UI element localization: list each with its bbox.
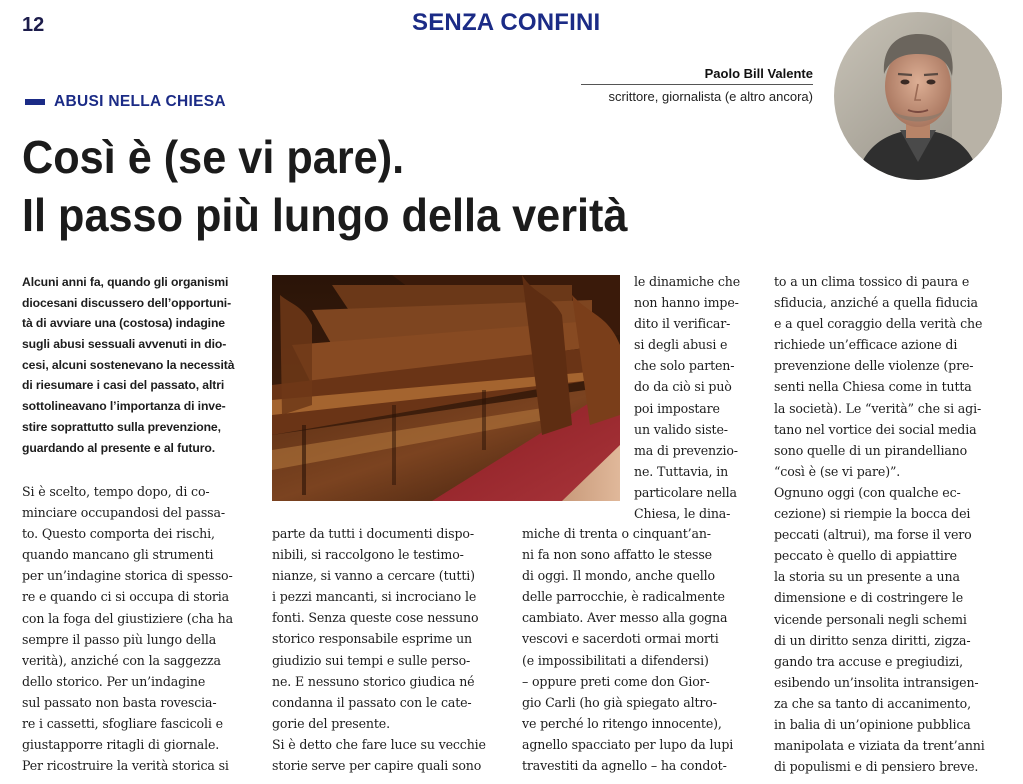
text-line: di populismi e di pensiero breve. <box>774 759 979 775</box>
text-line: condanna il passato con le cate- <box>272 694 472 710</box>
text-line: parte da tutti i documenti dispo- <box>272 526 474 541</box>
text-line: cesi, alcuni sostenevano la necessità <box>22 357 235 372</box>
category-bar <box>25 99 45 105</box>
text-line: per un’indagine storica di spesso- <box>22 568 233 584</box>
lead-paragraph <box>22 272 248 458</box>
text-line: travestiti da agnello – ha condot- <box>522 758 727 774</box>
text-line: Si è detto che fare luce su vecchie <box>272 736 486 752</box>
text-line: vicende personali negli schemi <box>774 611 967 627</box>
text-line: Si è scelto, tempo dopo, di co- <box>22 484 210 499</box>
text-line: storie serve per capire quali sono <box>272 758 482 774</box>
body-column-2 <box>272 523 502 776</box>
text-line: ne. E nessuno storico giudica né <box>272 673 475 689</box>
page-number: 12 <box>22 14 45 36</box>
text-line: giudizio sui tempi e sulle perso- <box>272 652 471 668</box>
text-line: manipolata e viziata da trent’anni <box>774 738 985 754</box>
text-line: Per ricostruire la verità storica si <box>22 758 229 774</box>
text-line: “così è (se vi pare)”. <box>774 463 901 479</box>
text-line: gio Carli (ho già spiegato altro- <box>522 694 717 710</box>
text-line: tà di avviare una (costosa) indagine <box>22 316 225 331</box>
text-line: di riesumare i casi del passato, altri <box>22 378 225 393</box>
text-line: sfiducia, anziché a quella fiducia <box>774 295 978 311</box>
text-line: Chiesa, le dina- <box>634 506 731 522</box>
text-line: sottolineavano l’importanza di inve- <box>22 399 226 414</box>
text-line: tano nel vortice dei social media <box>774 421 977 437</box>
text-line: le dinamiche che <box>634 274 740 289</box>
text-line: diocesani discussero dell’opportuni- <box>22 295 232 310</box>
text-line: giustapporre ritagli di giornale. <box>22 737 220 753</box>
text-line: re i cassetti, sfogliare fascicoli e <box>22 716 223 732</box>
text-line: si degli abusi e <box>634 337 728 353</box>
text-line: senti nella Chiesa come in tutta <box>774 379 972 395</box>
text-line: non hanno impe- <box>634 295 739 311</box>
category-text: ABUSI NELLA CHIESA <box>54 93 226 110</box>
text-line: richiede un’efficace azione di <box>774 337 958 353</box>
text-line: – oppure preti come don Gior- <box>522 673 710 689</box>
text-line: Alcuni anni fa, quando gli organismi <box>22 275 229 289</box>
author-block <box>581 66 813 105</box>
text-line: peccati (altrui), ma forse il vero <box>774 527 972 543</box>
text-line: agnello spacciato per lupo da lupi <box>522 736 734 752</box>
body-column-1 <box>22 481 248 776</box>
text-line: vescovi e sacerdoti ormai morti <box>522 631 719 647</box>
church-pews-photo <box>272 275 620 501</box>
text-line: gorie del presente. <box>272 715 390 731</box>
body-column-3-narrow <box>634 271 752 524</box>
text-line: gando tra accuse e pregiudizi, <box>774 653 964 669</box>
category-label <box>25 93 226 111</box>
author-photo <box>834 12 1002 180</box>
text-line: Ognuno oggi (con qualche ec- <box>774 484 961 500</box>
text-line: dimensione e di costringere le <box>774 590 964 606</box>
text-line: sugli abusi sessuali avvenuti in dio- <box>22 337 227 352</box>
text-line: esibendo un’insolita intransigen- <box>774 674 979 690</box>
text-line: fonti. Senza queste cose nessuno <box>272 610 479 626</box>
text-line: stire soprattutto sulla prevenzione, <box>22 419 221 434</box>
body-column-3 <box>522 523 754 776</box>
text-line: cambiato. Aver messo alla gogna <box>522 610 728 626</box>
text-line: i pezzi mancanti, si incrociano le <box>272 589 477 605</box>
headline-line-2: Il passo più lungo della verità <box>22 189 628 241</box>
text-line: re e quando ci si occupa di storia <box>22 589 229 605</box>
text-line: sempre il passo più lungo della <box>22 631 217 647</box>
text-line: delle parrocchie, è radicalmente <box>522 589 725 605</box>
text-line: guardando al presente e al futuro. <box>22 440 215 455</box>
text-line: za che sa tanto di accanimento, <box>774 695 971 711</box>
text-line: sul passato non basta rovescia- <box>22 694 217 710</box>
body-column-4 <box>774 271 1006 777</box>
text-line: to. Questo comporta dei rischi, <box>22 526 215 542</box>
text-line: in balia di un’opinione pubblica <box>774 716 971 732</box>
text-line: miche di trenta o cinquant’an- <box>522 526 711 541</box>
text-line: e a quel coraggio della verità che <box>774 316 983 332</box>
section-header: SENZA CONFINI <box>412 9 601 36</box>
text-line: nianze, si vanno a cercare (tutti) <box>272 568 475 584</box>
author-role: scrittore, giornalista (e altro ancora) <box>608 89 813 104</box>
text-line: con la foga del giustiziere (cha ha <box>22 610 233 626</box>
text-line: quando mancano gli strumenti <box>22 547 214 563</box>
text-line: dello storico. Per un’indagine <box>22 673 206 689</box>
text-line: la società). Le “verità” che si agi- <box>774 400 982 416</box>
text-line: che solo parten- <box>634 358 735 374</box>
text-line: dito il verificar- <box>634 316 731 332</box>
text-line: un valido siste- <box>634 421 728 437</box>
text-line: ni fa non sono affatto le stesse <box>522 547 712 563</box>
headline <box>22 128 774 244</box>
text-line: la storia su un presente a una <box>774 569 960 585</box>
author-name: Paolo Bill Valente <box>581 66 813 85</box>
text-line: peccato è quello di appiattire <box>774 548 957 564</box>
headline-line-1: Così è (se vi pare). <box>22 131 405 183</box>
text-line: ma di prevenzio- <box>634 442 738 458</box>
text-line: cezione) si riempie la bocca dei <box>774 506 971 522</box>
text-line: (e impossibilitati a difendersi) <box>522 652 709 668</box>
text-line: nibili, si raccolgono le testimo- <box>272 547 464 563</box>
text-line: di un diritto senza diritti, zigza- <box>774 632 971 648</box>
text-line: sono quelle di un pirandelliano <box>774 442 968 458</box>
text-line: particolare nella <box>634 484 737 500</box>
text-line: ve perché lo ritengo innocente), <box>522 715 722 731</box>
text-line: minciare occupandosi del passa- <box>22 505 225 521</box>
text-line: to a un clima tossico di paura e <box>774 274 970 289</box>
text-line: prevenzione delle violenze (pre- <box>774 358 974 374</box>
text-line: storico responsabile esprime un <box>272 631 473 647</box>
text-line: di oggi. Il mondo, anche quello <box>522 568 715 584</box>
text-line: verità), anziché con la saggezza <box>22 652 221 668</box>
text-line: ne. Tuttavia, in <box>634 463 729 479</box>
text-line: poi impostare <box>634 400 720 416</box>
text-line: do da ciò si può <box>634 379 732 395</box>
